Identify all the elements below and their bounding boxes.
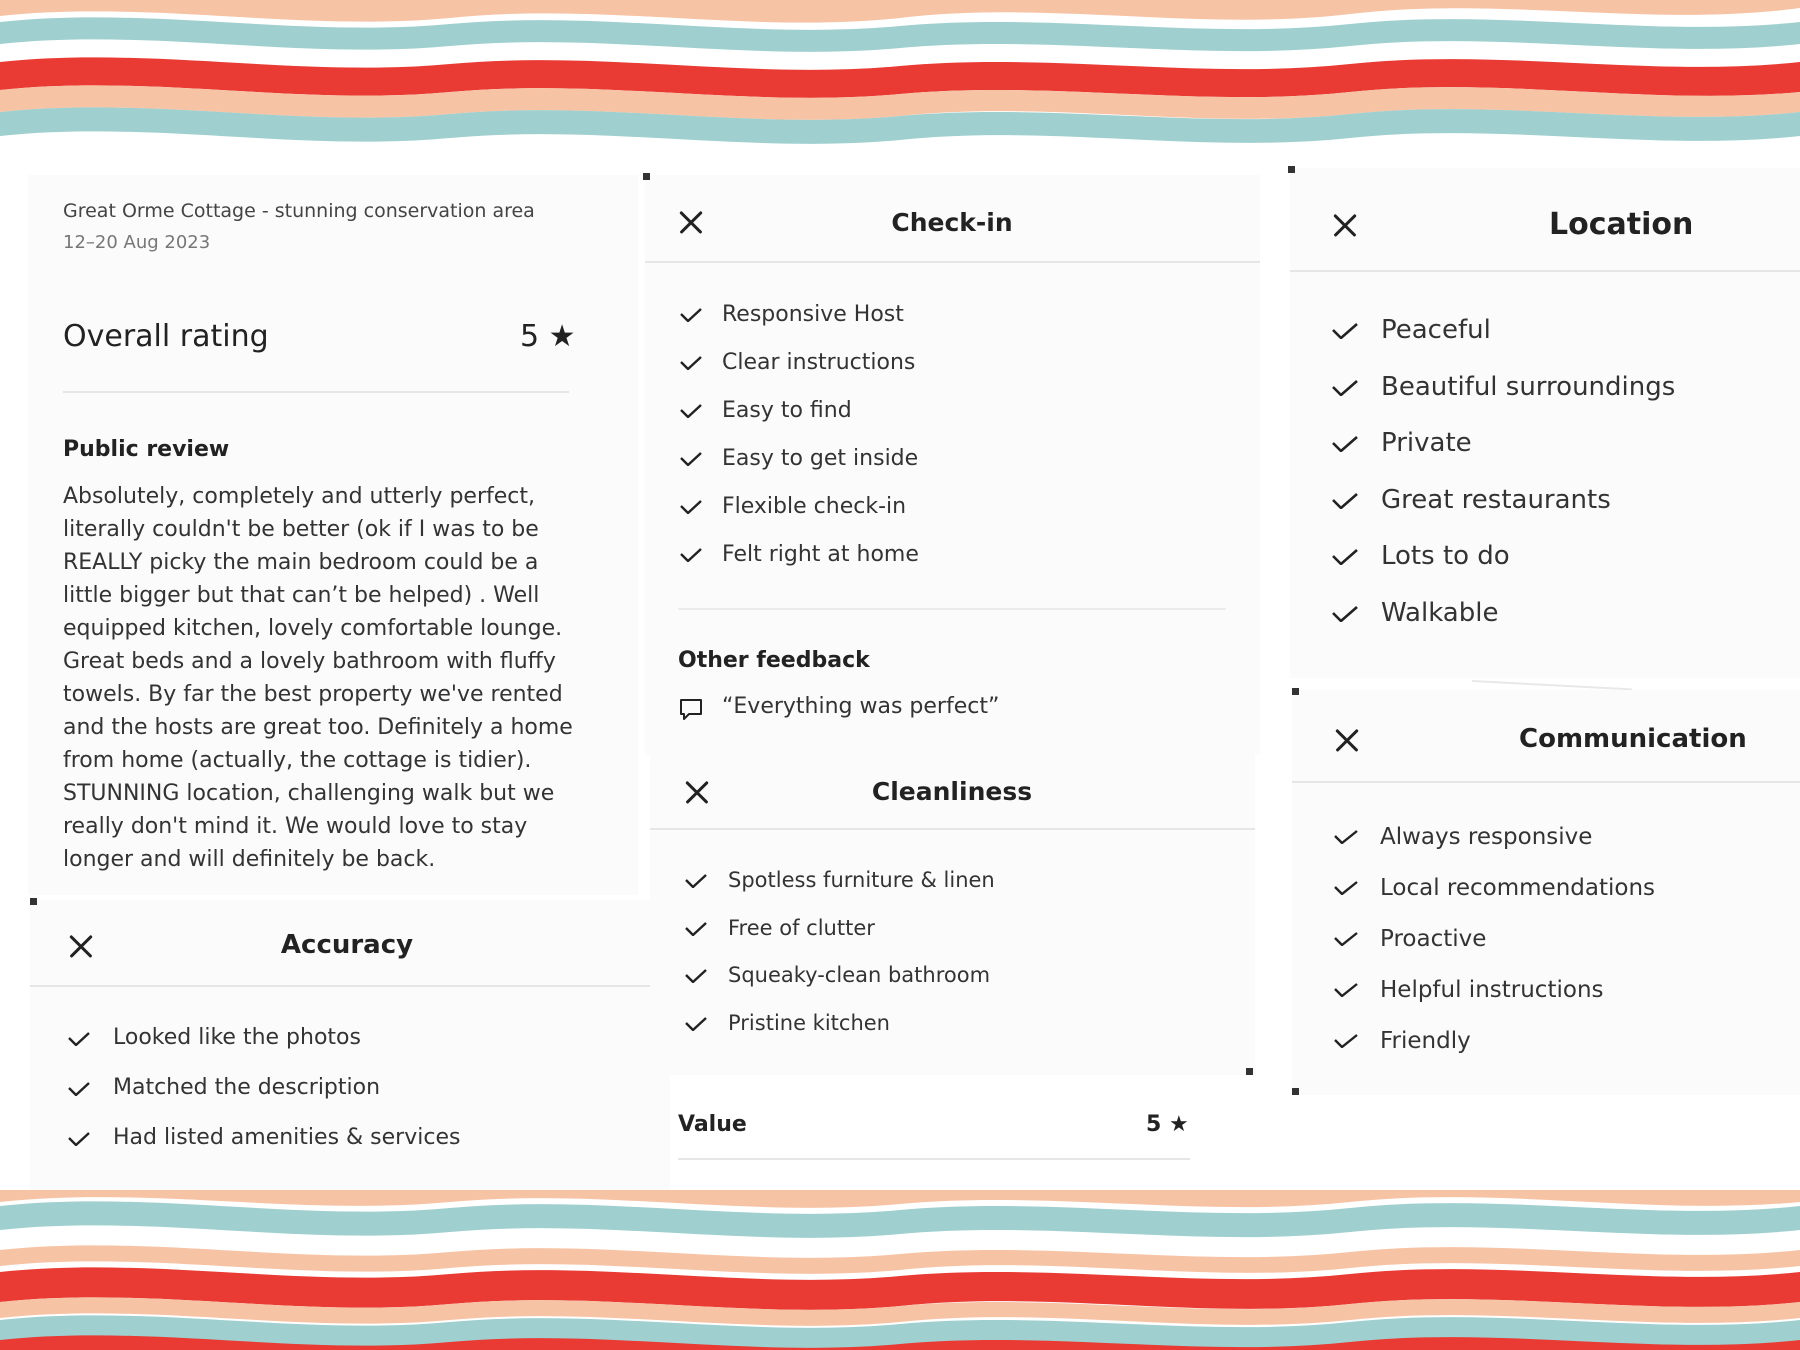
checkin-item — [680, 494, 1120, 542]
public-review-heading: Public review — [63, 437, 230, 462]
check-icon — [685, 922, 707, 934]
check-icon — [1332, 549, 1354, 561]
check-icon — [685, 1017, 707, 1029]
check-icon — [68, 1082, 90, 1094]
check-icon — [680, 548, 702, 560]
location-item — [1332, 315, 1772, 372]
checkin-header-divider — [645, 261, 1260, 263]
check-icon — [1332, 606, 1354, 618]
checkin-item — [680, 398, 1120, 446]
accuracy-item — [68, 1025, 528, 1075]
cleanliness-item-label: Free of clutter — [728, 915, 875, 940]
checkin-item — [680, 302, 1120, 350]
check-icon — [680, 356, 702, 368]
check-icon — [68, 1032, 90, 1044]
check-icon — [685, 969, 707, 981]
checkin-item-label: Responsive Host — [722, 302, 904, 327]
communication-item-label: Helpful instructions — [1380, 977, 1604, 1003]
stay-dates: 12–20 Aug 2023 — [63, 232, 211, 253]
location-list-divider — [1472, 680, 1632, 690]
check-icon — [1332, 493, 1354, 505]
listing-name: Great Orme Cottage - stunning conservation area — [63, 200, 535, 222]
location-item-label: Private — [1381, 428, 1472, 458]
accuracy-item — [68, 1075, 528, 1125]
location-item-label: Great restaurants — [1381, 484, 1611, 515]
corner-mark — [1292, 1088, 1299, 1095]
top-wave-decoration — [0, 0, 1800, 150]
check-icon — [680, 308, 702, 320]
cleanliness-close-icon[interactable] — [684, 780, 710, 806]
accuracy-item-label: Had listed amenities & services — [113, 1125, 461, 1150]
checkin-close-icon[interactable] — [678, 210, 704, 236]
other-feedback-quote: “Everything was perfect” — [722, 694, 1000, 719]
cleanliness-item — [685, 1011, 1155, 1059]
communication-item-label: Proactive — [1380, 926, 1487, 952]
communication-item — [1334, 926, 1774, 977]
bottom-wave-decoration — [0, 1190, 1800, 1350]
checkin-item-label: Felt right at home — [722, 542, 919, 567]
location-item — [1332, 598, 1772, 655]
location-title: Location — [1549, 207, 1694, 242]
accuracy-title: Accuracy — [280, 930, 414, 960]
check-icon — [1334, 932, 1356, 944]
communication-header-divider — [1292, 781, 1800, 783]
check-icon — [1332, 436, 1354, 448]
location-close-icon[interactable] — [1332, 213, 1358, 239]
location-item-list — [1332, 315, 1772, 654]
comment-icon — [679, 698, 703, 726]
checkin-title: Check-in — [891, 208, 1013, 237]
checkin-item-label: Clear instructions — [722, 350, 916, 375]
cleanliness-item — [685, 916, 1155, 964]
cleanliness-item-label: Spotless furniture & linen — [728, 868, 995, 892]
check-icon — [680, 452, 702, 464]
location-header-divider — [1290, 270, 1800, 272]
cleanliness-item — [685, 868, 1155, 916]
check-icon — [1332, 323, 1354, 335]
communication-item — [1334, 1028, 1774, 1079]
accuracy-item — [68, 1125, 528, 1175]
check-icon — [1332, 380, 1354, 392]
check-icon — [68, 1132, 90, 1144]
checkin-item-label: Easy to find — [722, 398, 852, 423]
corner-mark — [1246, 1068, 1253, 1075]
communication-item — [1334, 977, 1774, 1028]
value-label: Value — [678, 1112, 747, 1137]
check-icon — [680, 500, 702, 512]
corner-mark — [1292, 688, 1299, 695]
location-item — [1332, 372, 1772, 429]
accuracy-item-label: Looked like the photos — [113, 1025, 361, 1050]
location-item-label: Walkable — [1381, 597, 1499, 628]
checkin-list-divider — [678, 608, 1226, 610]
checkin-item-label: Easy to get inside — [722, 446, 919, 471]
corner-mark — [643, 173, 650, 180]
location-item — [1332, 541, 1772, 598]
cleanliness-item-label: Pristine kitchen — [728, 1010, 890, 1035]
location-item-label: Peaceful — [1381, 315, 1491, 345]
check-icon — [1334, 983, 1356, 995]
cleanliness-item — [685, 963, 1155, 1011]
other-feedback-heading: Other feedback — [678, 648, 870, 673]
checkin-item — [680, 446, 1120, 494]
cleanliness-item-list — [685, 868, 1155, 1058]
communication-title: Communication — [1519, 724, 1747, 754]
communication-item-label: Always responsive — [1380, 824, 1593, 850]
location-item — [1332, 485, 1772, 542]
location-item-label: Beautiful surroundings — [1381, 371, 1676, 402]
cleanliness-title: Cleanliness — [871, 777, 1033, 806]
checkin-item-list — [680, 302, 1120, 590]
corner-mark — [1288, 166, 1295, 173]
checkin-item — [680, 542, 1120, 590]
communication-item — [1334, 824, 1774, 875]
value-divider — [678, 1158, 1190, 1160]
public-review-text: Absolutely, completely and utterly perfect, literally couldn't be better (ok if I was to be REALLY picky the main bedroom could be a little bigger but that can’t be helped) . Well equipped kitchen, lovely comfortable lounge. Great beds and a lovely bathroom with fluffy towels. By far the best property we've rented and the hosts are great too. Definitely a home from home (actually, the cottage is tidier). STUNNING location, challenging walk but we really don't mind it. We would love to stay longer and will definitely be back. — [63, 484, 573, 872]
cleanliness-header-divider — [650, 828, 1255, 830]
location-item-label: Lots to do — [1381, 541, 1510, 571]
accuracy-close-icon[interactable] — [68, 934, 94, 960]
communication-item-label: Friendly — [1380, 1028, 1471, 1054]
communication-item — [1334, 875, 1774, 926]
cleanliness-item-label: Squeaky-clean bathroom — [728, 963, 991, 987]
overall-rating-value: 5 ★ — [520, 319, 576, 354]
check-icon — [1334, 881, 1356, 893]
overall-rating-label: Overall rating — [63, 319, 269, 354]
checkin-item — [680, 350, 1120, 398]
overall-rating-divider — [63, 391, 569, 393]
check-icon — [1334, 830, 1356, 842]
location-item — [1332, 428, 1772, 485]
corner-mark — [30, 898, 37, 905]
checkin-item-label: Flexible check-in — [722, 494, 907, 519]
check-icon — [1334, 1034, 1356, 1046]
check-icon — [685, 874, 707, 886]
accuracy-header-divider — [30, 985, 670, 987]
communication-item-label: Local recommendations — [1380, 875, 1656, 901]
value-score: 5 ★ — [1146, 1112, 1189, 1137]
accuracy-item-list — [68, 1025, 528, 1175]
communication-close-icon[interactable] — [1334, 728, 1360, 754]
communication-item-list — [1334, 824, 1774, 1079]
check-icon — [680, 404, 702, 416]
accuracy-item-label: Matched the description — [113, 1075, 381, 1100]
